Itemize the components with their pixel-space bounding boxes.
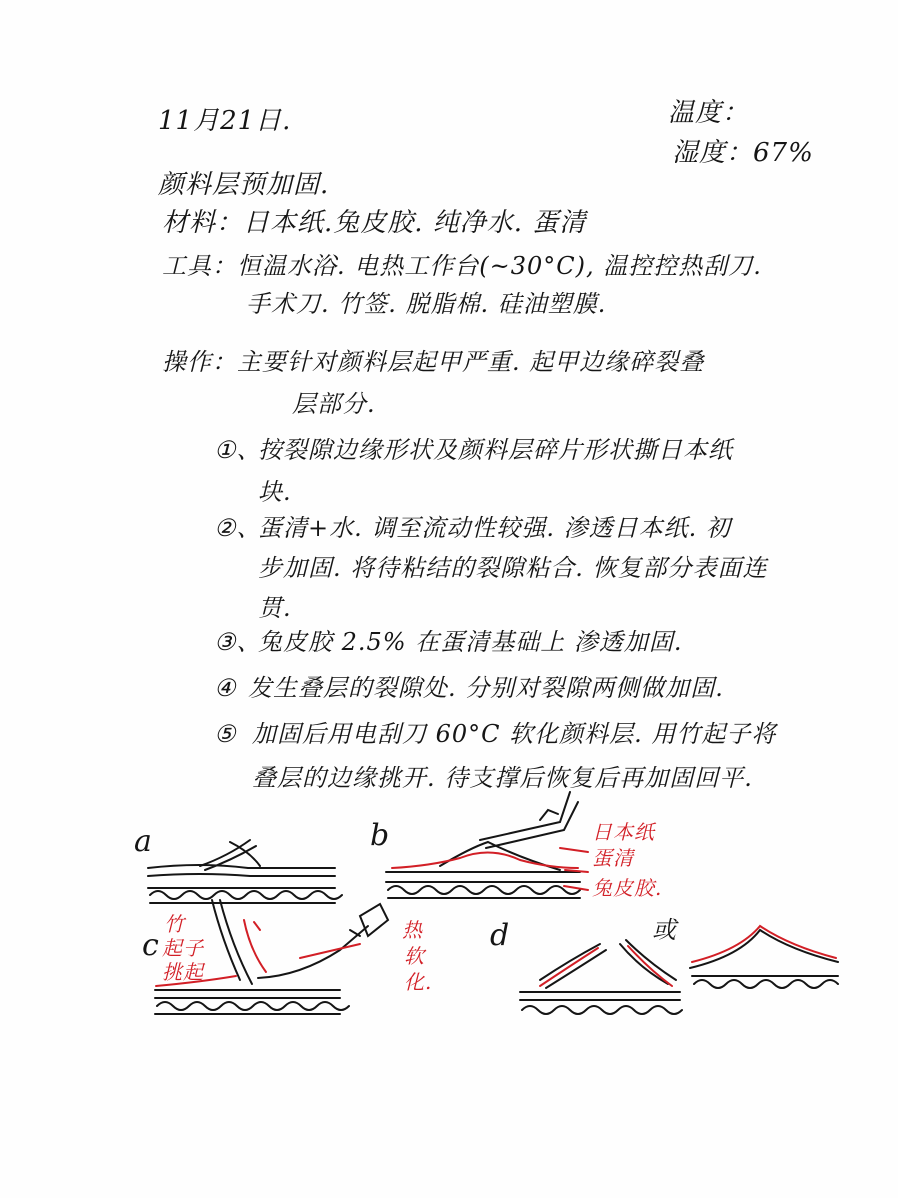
step-3-line-1: 兔皮胶 2.5% 在蛋清基础上 渗透加固.: [258, 628, 683, 656]
annotation-pick-up: 挑起: [162, 960, 204, 984]
step-1-line-2: 块.: [258, 478, 292, 506]
annotation-egg-white: 蛋清: [592, 846, 634, 870]
annotation-bamboo: 竹: [164, 912, 185, 936]
sketch-b: [386, 792, 580, 898]
materials-line: 材料：日本纸.兔皮胶. 纯净水. 蛋清: [162, 208, 587, 238]
annotation-heat: 热: [402, 918, 423, 942]
step-2-line-3: 贯.: [258, 594, 292, 622]
annotation-japanese-paper: 日本纸: [592, 820, 655, 844]
step-1-number: ①、: [214, 436, 262, 464]
date: 11月21日.: [158, 106, 292, 136]
step-3-number: ③、: [214, 628, 262, 656]
tools-line-1: 工具：恒温水浴. 电热工作台(~30°C), 温控控热刮刀.: [162, 252, 762, 280]
page-title: 颜料层预加固.: [158, 170, 330, 200]
step-4-number: ④: [214, 674, 237, 702]
sketch-a: [148, 840, 342, 903]
panel-d-alt-label: 或: [652, 916, 677, 944]
annotation-ening: 化.: [404, 970, 433, 994]
step-5-line-1: 加固后用电刮刀 60°C 软化颜料层. 用竹起子将: [252, 720, 777, 748]
panel-b-label: b: [370, 818, 390, 853]
temperature-label: 温度：: [668, 98, 750, 128]
tools-line-2: 手术刀. 竹签. 脱脂棉. 硅油塑膜.: [246, 290, 607, 318]
operation-intro-2: 层部分.: [292, 390, 376, 418]
annotation-lifter: 起子: [162, 936, 204, 960]
step-2-number: ②、: [214, 514, 262, 542]
humidity-label: 湿度：67%: [672, 138, 814, 168]
operation-intro-1: 操作：主要针对颜料层起甲严重. 起甲边缘碎裂叠: [162, 348, 705, 376]
step-2-line-2: 步加固. 将待粘结的裂隙粘合. 恢复部分表面连: [258, 554, 768, 582]
panel-d-label: d: [490, 918, 510, 953]
step-1-line-1: 按裂隙边缘形状及颜料层碎片形状撕日本纸: [258, 436, 733, 464]
step-5-number: ⑤: [214, 720, 237, 748]
step-4-line-1: 发生叠层的裂隙处. 分别对裂隙两侧做加固.: [248, 674, 724, 702]
panel-c-label: c: [142, 928, 159, 963]
step-2-line-1: 蛋清+水. 调至流动性较强. 渗透日本纸. 初: [258, 514, 731, 542]
annotation-rabbit-glue: 兔皮胶.: [592, 876, 663, 900]
panel-a-label: a: [134, 824, 152, 859]
annotation-soft: 软: [404, 944, 425, 968]
step-5-line-2: 叠层的边缘挑开. 待支撑后恢复后再加固回平.: [252, 764, 753, 792]
